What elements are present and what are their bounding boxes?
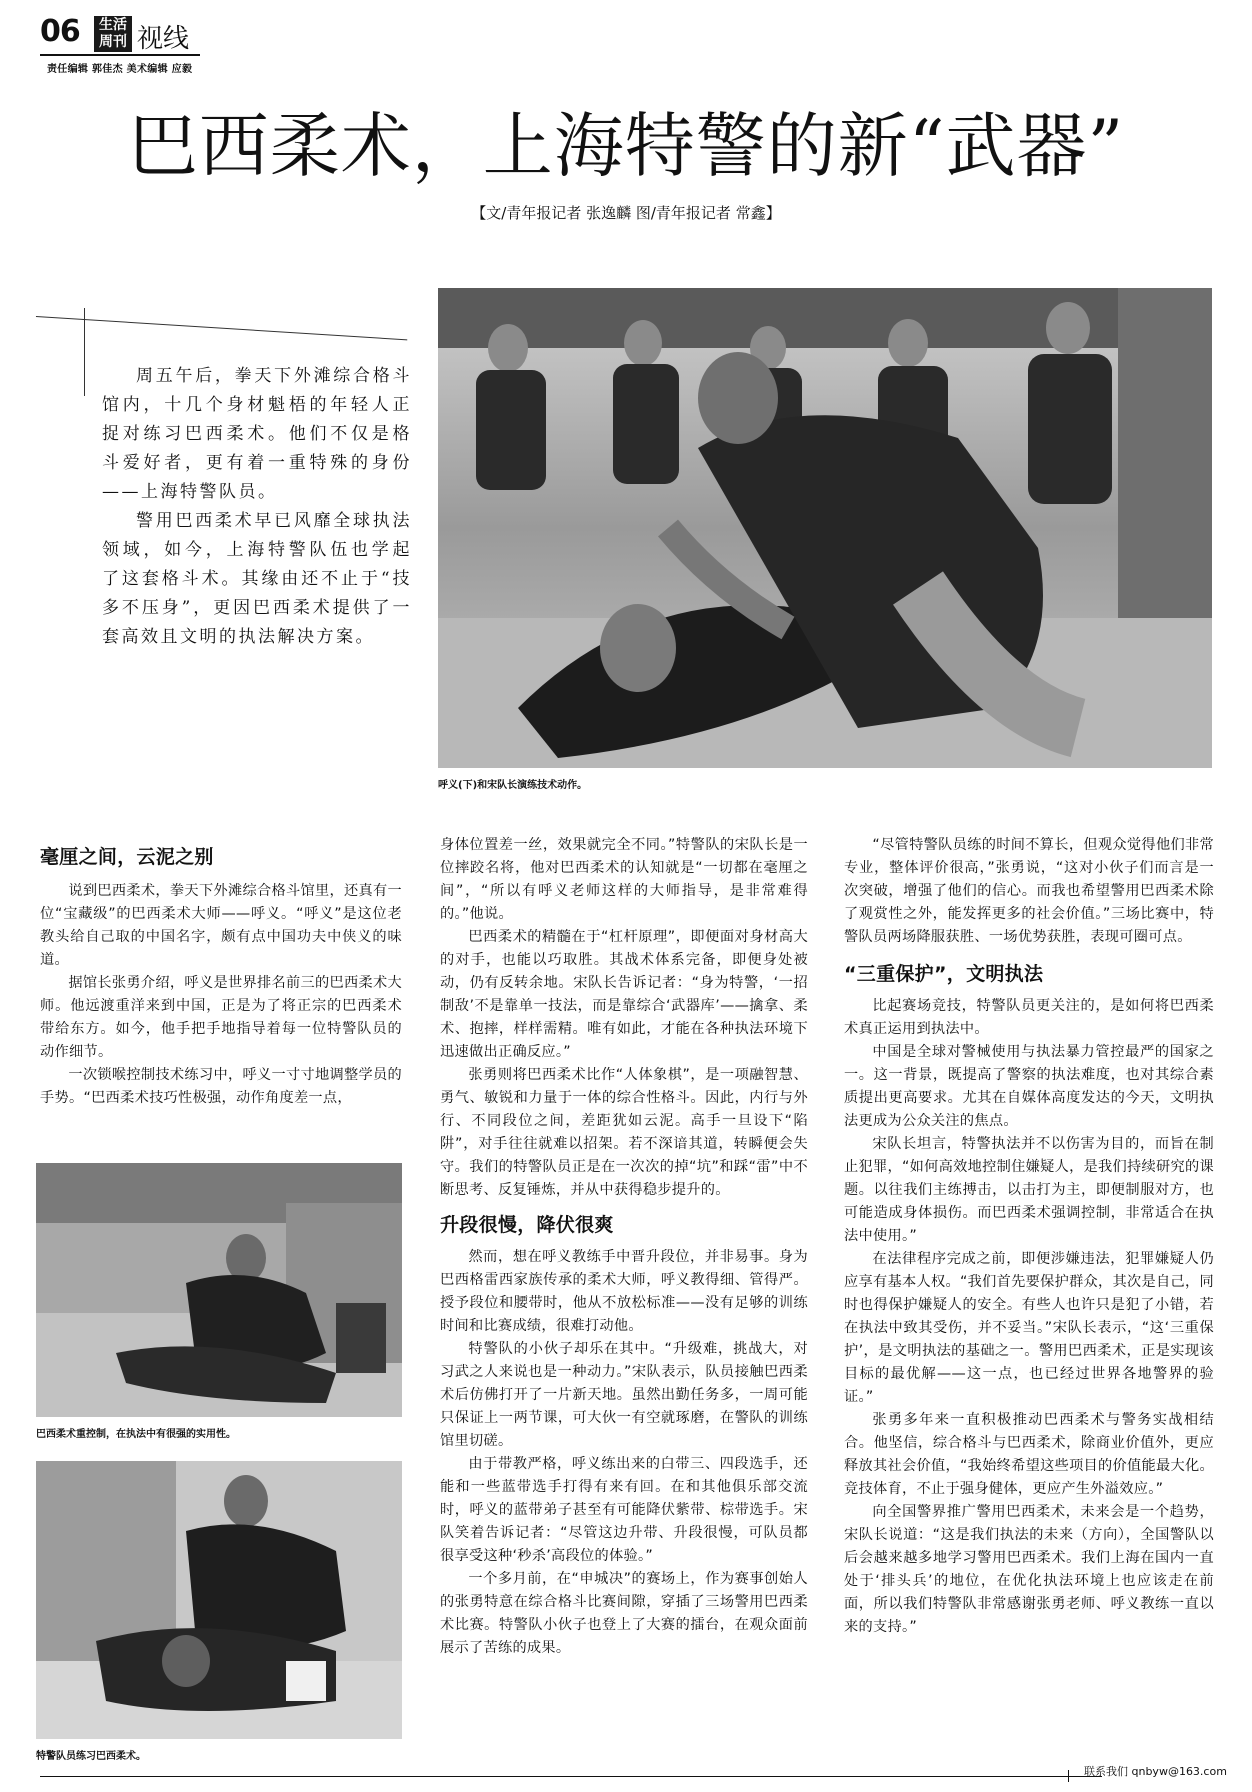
section-heading: “三重保护”，文明执法: [844, 963, 1044, 985]
article-column-2: [440, 834, 808, 1660]
article-column-3: [844, 834, 1214, 1639]
body-paragraph: 中国是全球对警械使用与执法暴力管控最严的国家之一。这一背景，既提高了警察的执法难度，也对其综合素质提出更高要求。尤其在自媒体高度发达的今天，文明执法更成为公众关注的焦点。: [844, 1044, 1214, 1129]
body-paragraph: 宋队长坦言，特警执法并不以伤害为目的，而旨在制止犯罪，“如何高效地控制住嫌疑人，是我们持续研究的课题。以往我们主练搏击，以击打为主，即便制服对方，也可能造成身体损伤。而巴西柔术强调控制，非常适合在执法中使用。”: [844, 1136, 1214, 1244]
byline: 【文/青年报记者 张逸麟 图/青年报记者 常鑫】: [471, 204, 781, 222]
main-photo: [438, 288, 1212, 768]
photo-3-caption: 特警队员练习巴西柔术。: [36, 1751, 146, 1762]
main-photo-image: [438, 288, 1212, 768]
body-paragraph: 然而，想在呼义教练手中晋升段位，并非易事。身为巴西格雷西家族传承的柔术大师，呼义教得细、管得严。授予段位和腰带时，他从不放松标准——没有足够的训练时间和比赛成绩，很难打动他。: [440, 1249, 808, 1334]
body-paragraph: 在法律程序完成之前，即便涉嫌违法，犯罪嫌疑人仍应享有基本人权。“我们首先要保护群众，其次是自己，同时也得保护嫌疑人的安全。有些人也许只是犯了小错，若在执法中致其受伤，并不妥当。”宋队长表示，“这‘三重保护’，是文明执法的基础之一。警用巴西柔术，正是实现该目标的最优解——这一点，也已经过世界各地警界的验证。”: [844, 1251, 1214, 1405]
main-photo-caption: 呼义(下)和宋队长演练技术动作。: [438, 780, 588, 791]
lead-text: 周五午后，拳天下外滩综合格斗馆内，十几个身材魁梧的年轻人正捉对练习巴西柔术。他们不仅是格斗爱好者，更有着一重特殊的身份——上海特警队员。: [102, 366, 412, 502]
body-paragraph: 张勇则将巴西柔术比作“人体象棋”，是一项融智慧、勇气、敏锐和力量于一体的综合性格斗。因此，内行与外行、不同段位之间，差距犹如云泥。高手一旦设下“陷阱”，对手往往就难以招架。若不深谙其道，转瞬便会失守。我们的特警队员正是在一次次的掉“坑”和踩“雷”中不断思考、反复锤炼，并从中获得稳步提升的。: [440, 1067, 808, 1198]
body-paragraph: 向全国警界推广警用巴西柔术，未来会是一个趋势，宋队长说道：“这是我们执法的未来（方向），全国警队以后会越来越多地学习警用巴西柔术。我们上海在国内一直处于‘排头兵’的地位，在优化执法环境上也应该走在前面，所以我们特警队非常感谢张勇老师、呼义教练一直以来的支持。”: [844, 1504, 1214, 1635]
footer-contact: 联系我们 qnbyw@163.com: [1084, 1765, 1227, 1778]
article-column-1: [40, 842, 402, 1110]
editors-credit: 责任编辑 郭佳杰 美术编辑 应毅: [47, 64, 193, 75]
publication-logo: 生活周刊: [94, 16, 132, 52]
body-paragraph: “尽管特警队员练的时间不算长，但观众觉得他们非常专业，整体评价很高，”张勇说，“这对小伙子们而言是一次突破，增强了他们的信心。而我也希望警用巴西柔术除了观赏性之外，能发挥更多的社会价值。”三场比赛中，特警队员两场降服获胜、一场优势获胜，表现可圈可点。: [844, 837, 1214, 945]
body-paragraph: 据馆长张勇介绍，呼义是世界排名前三的巴西柔术大师。他远渡重洋来到中国，正是为了将正宗的巴西柔术带给东方。如今，他手把手地指导着每一位特警队员的动作细节。: [40, 975, 402, 1060]
lead-paragraph: [102, 362, 412, 652]
photo-2-caption: 巴西柔术重控制，在执法中有很强的实用性。: [36, 1429, 236, 1440]
body-paragraph: 张勇多年来一直积极推动巴西柔术与警务实战相结合。他坚信，综合格斗与巴西柔术，除商业价值外，更应释放其社会价值，“我始终希望这些项目的价值能最大化。竞技体育，不止于强身健体，更应产生外溢效应。”: [844, 1412, 1214, 1497]
lead-vertical-rule: [84, 308, 85, 396]
section-title: 视线: [137, 24, 190, 54]
section-heading: 升段很慢，降伏很爽: [440, 1214, 614, 1236]
headline: 巴西柔术，上海特警的新“武器”: [127, 105, 1125, 187]
page-number: 06: [40, 14, 80, 49]
body-paragraph: 比起赛场竞技，特警队员更关注的，是如何将巴西柔术真正运用到执法中。: [844, 998, 1214, 1037]
section-heading: 毫厘之间，云泥之别: [40, 846, 214, 868]
photo-2: [36, 1163, 402, 1417]
photo-2-image: [36, 1163, 402, 1417]
footer-rule: [40, 1776, 1102, 1777]
header-rule: [40, 54, 200, 56]
body-paragraph: 一个多月前，在“申城决”的赛场上，作为赛事创始人的张勇特意在综合格斗比赛间隙，穿插了三场警用巴西柔术比赛。特警队小伙子也登上了大赛的擂台，在观众面前展示了苦练的成果。: [440, 1571, 808, 1656]
footer-divider: [1068, 1770, 1069, 1782]
lead-text: 警用巴西柔术早已风靡全球执法领域，如今，上海特警队伍也学起了这套格斗术。其缘由还不止于“技多不压身”，更因巴西柔术提供了一套高效且文明的执法解决方案。: [102, 511, 412, 647]
body-paragraph: 巴西柔术的精髓在于“杠杆原理”，即便面对身材高大的对手，也能以巧取胜。其战术体系完备，即便身处被动，仍有反转余地。宋队长告诉记者：“身为特警，‘一招制敌’不是靠单一技法，而是靠综合‘武器库’——擒拿、柔术、抱摔，样样需精。唯有如此，才能在各种执法环境下迅速做出正确反应。”: [440, 929, 808, 1060]
body-paragraph: 身体位置差一丝，效果就完全不同。”特警队的宋队长是一位摔跤名将，他对巴西柔术的认知就是“一切都在毫厘之间”，“所以有呼义老师这样的大师指导，是非常难得的。”他说。: [440, 837, 808, 922]
lead-diagonal-rule: [36, 316, 407, 340]
photo-3: [36, 1461, 402, 1739]
body-paragraph: 一次锁喉控制技术练习中，呼义一寸寸地调整学员的手势。“巴西柔术技巧性极强，动作角度差一点，: [40, 1067, 402, 1106]
body-paragraph: 说到巴西柔术，拳天下外滩综合格斗馆里，还真有一位“宝藏级”的巴西柔术大师——呼义。“呼义”是这位老教头给自己取的中国名字，颇有点中国功夫中侠义的味道。: [40, 883, 402, 968]
photo-3-image: [36, 1461, 402, 1739]
body-paragraph: 由于带教严格，呼义练出来的白带三、四段选手，还能和一些蓝带选手打得有来有回。在和其他俱乐部交流时，呼义的蓝带弟子甚至有可能降伏紫带、棕带选手。宋队笑着告诉记者：“尽管这边升带、升段很慢，可队员都很享受这种‘秒杀’高段位的体验。”: [440, 1456, 808, 1564]
body-paragraph: 特警队的小伙子却乐在其中。“升级难，挑战大，对习武之人来说也是一种动力。”宋队表示，队员接触巴西柔术后仿佛打开了一片新天地。虽然出勤任务多，一周可能只保证上一两节课，可大伙一有空就琢磨，在警队的训练馆里切磋。: [440, 1341, 808, 1449]
